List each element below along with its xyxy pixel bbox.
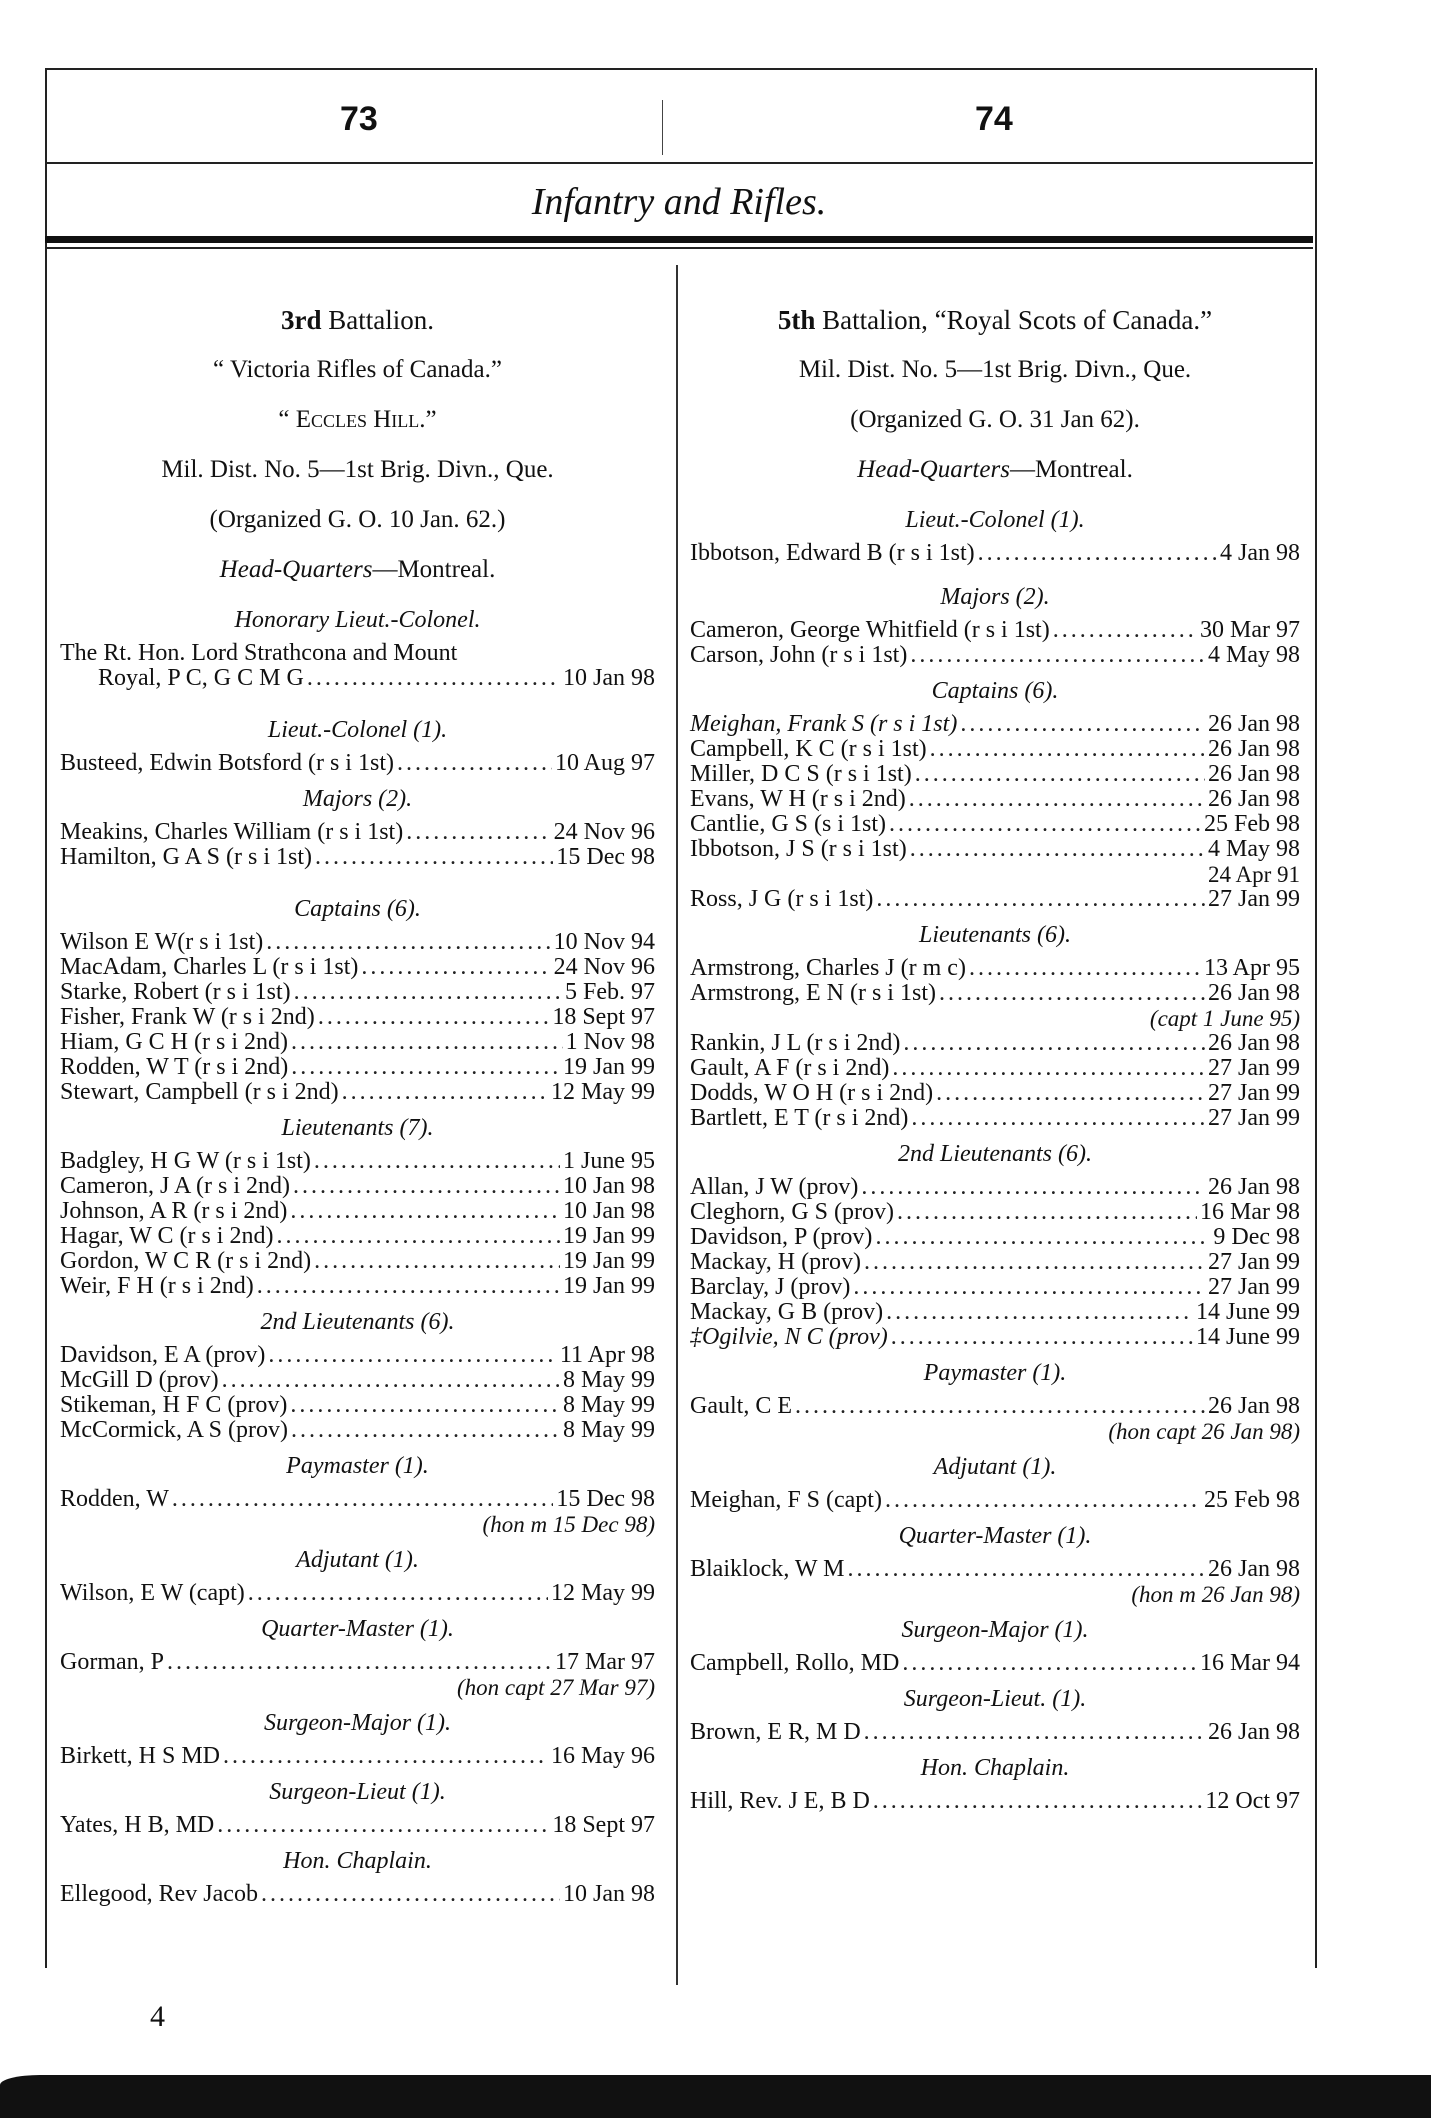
list-item: Brown, E R, M D ..... 26 Jan 98 — [690, 1720, 1300, 1745]
lieutenants-note-right: (capt 1 June 95) — [1149, 1006, 1300, 1031]
list-item: Wilson E W(r s i 1st) ..... 10 Nov 94 — [60, 930, 655, 955]
list-item: Ellegood, Rev Jacob ..... 10 Jan 98 — [60, 1882, 655, 1907]
section-title: Infantry and Rifles. — [531, 181, 827, 223]
list-item: Stikeman, H F C (prov) ..... 8 May 99 — [60, 1393, 655, 1418]
list-item: Gault, C E ..... 26 Jan 98 — [690, 1394, 1300, 1419]
list-item: Wilson, E W (capt) ..... 12 May 99 — [60, 1581, 655, 1606]
list-item: Birkett, H S MD ..... 16 May 96 — [60, 1744, 655, 1769]
list-item: Miller, D C S (r s i 1st) ..... 26 Jan 98 — [690, 762, 1300, 787]
list-item: Starke, Robert (r s i 1st) ..... 5 Feb. 97 — [60, 980, 655, 1005]
list-item: Ross, J G (r s i 1st) ..... 27 Jan 99 — [690, 887, 1300, 912]
list-item: Meakins, Charles William (r s i 1st) ..... 24 Nov 96 — [60, 820, 655, 845]
list-item: Dodds, W O H (r s i 2nd) ..... 27 Jan 99 — [690, 1081, 1300, 1106]
column-divider — [676, 265, 678, 1985]
list-item: Cantlie, G S (s i 1st) ..... 25 Feb 98 — [690, 812, 1300, 837]
list-item: Ibbotson, J S (r s i 1st) ..... 4 May 98 — [690, 837, 1300, 862]
list-item: Gault, A F (r s i 2nd) ..... 27 Jan 99 — [690, 1056, 1300, 1081]
category-lieutenants-left: Lieutenants (7). — [281, 1115, 434, 1141]
list-item: Campbell, K C (r s i 1st) ..... 26 Jan 98 — [690, 737, 1300, 762]
list-item: Badgley, H G W (r s i 1st) ..... 1 June 95 — [60, 1149, 655, 1174]
footer-page-number: 4 — [150, 2000, 165, 2033]
list-item: Ibbotson, Edward B (r s i 1st) ..... 4 Jan 98 — [690, 541, 1300, 566]
category-surg-lieut-left: Surgeon-Lieut (1). — [269, 1779, 446, 1805]
qm-note-left: (hon capt 27 Mar 97) — [456, 1675, 655, 1700]
category-surg-major-left: Surgeon-Major (1). — [263, 1710, 452, 1736]
category-majors-right: Majors (2). — [940, 584, 1050, 610]
list-item: Armstrong, Charles J (r m c) ..... 13 Apr 95 — [690, 956, 1300, 981]
list-item: Royal, P C, G C M G ..... 10 Jan 98 — [60, 666, 655, 691]
list-item: The Rt. Hon. Lord Strathcona and Mount — [60, 640, 458, 666]
captains-note-right: 24 Apr 91 — [1208, 862, 1300, 887]
category-2nd-lts-right: 2nd Lieutenants (6). — [898, 1141, 1092, 1167]
list-item: Armstrong, E N (r s i 1st) ..... 26 Jan 98 — [690, 981, 1300, 1006]
list-item: McCormick, A S (prov) ..... 8 May 99 — [60, 1418, 655, 1443]
list-item: Stewart, Campbell (r s i 2nd) ..... 12 May 99 — [60, 1080, 655, 1105]
list-item: Davidson, E A (prov) ..... 11 Apr 98 — [60, 1343, 655, 1368]
headquarters-left: Head-Quarters—Montreal. — [219, 556, 496, 583]
list-item: Cameron, J A (r s i 2nd) ..... 10 Jan 98 — [60, 1174, 655, 1199]
list-item: Hiam, G C H (r s i 2nd) ..... 1 Nov 98 — [60, 1030, 655, 1055]
list-item: Meighan, Frank S (r s i 1st) ..... 26 Jan 98 — [690, 712, 1300, 737]
category-captains-right: Captains (6). — [931, 678, 1059, 704]
list-item: Weir, F H (r s i 2nd) ..... 19 Jan 99 — [60, 1274, 655, 1299]
category-surg-major-right: Surgeon-Major (1). — [901, 1617, 1089, 1643]
category-qm-left: Quarter-Master (1). — [261, 1616, 454, 1642]
list-item: Barclay, J (prov) ..... 27 Jan 99 — [690, 1275, 1300, 1300]
list-item: Bartlett, E T (r s i 2nd) ..... 27 Jan 99 — [690, 1106, 1300, 1131]
district-left: Mil. Dist. No. 5—1st Brig. Divn., Que. — [161, 456, 554, 483]
list-item: Carson, John (r s i 1st) ..... 4 May 98 — [690, 643, 1300, 668]
page-number-left: 73 — [340, 100, 378, 138]
page-number-divider — [662, 100, 663, 155]
category-surg-lieut-right: Surgeon-Lieut. (1). — [903, 1686, 1087, 1712]
list-item: Busteed, Edwin Botsford (r s i 1st) ..... 10 Aug 97 — [60, 751, 655, 776]
list-item: Mackay, H (prov) ..... 27 Jan 99 — [690, 1250, 1300, 1275]
list-item: Allan, J W (prov) ..... 26 Jan 98 — [690, 1175, 1300, 1200]
battalion-name-left: “ Victoria Rifles of Canada.” — [213, 356, 502, 383]
list-item: Cleghorn, G S (prov) ..... 16 Mar 98 — [690, 1200, 1300, 1225]
right-column — [690, 305, 1300, 1814]
list-item: Rodden, W T (r s i 2nd) ..... 19 Jan 99 — [60, 1055, 655, 1080]
list-item: Blaiklock, W M ..... 26 Jan 98 — [690, 1557, 1300, 1582]
category-lt-col-right: Lieut.-Colonel (1). — [905, 507, 1085, 533]
list-item: Gordon, W C R (r s i 2nd) ..... 19 Jan 99 — [60, 1249, 655, 1274]
category-hon-lt-col-left: Honorary Lieut.-Colonel. — [234, 607, 481, 633]
headquarters-right: Head-Quarters—Montreal. — [857, 456, 1133, 483]
category-majors-left: Majors (2). — [302, 786, 413, 812]
list-item: MacAdam, Charles L (r s i 1st) ..... 24 Nov 96 — [60, 955, 655, 980]
category-paymaster-right: Paymaster (1). — [923, 1360, 1067, 1386]
organized-left: (Organized G. O. 10 Jan. 62.) — [209, 506, 506, 533]
category-lieutenants-right: Lieutenants (6). — [919, 922, 1071, 948]
category-2nd-lts-left: 2nd Lieutenants (6). — [260, 1309, 455, 1335]
district-right: Mil. Dist. No. 5—1st Brig. Divn., Que. — [798, 356, 1192, 383]
category-qm-right: Quarter-Master (1). — [898, 1523, 1092, 1549]
category-adjutant-right: Adjutant (1). — [933, 1454, 1057, 1480]
thick-rule — [45, 236, 1313, 243]
paymaster-note-left: (hon m 15 Dec 98) — [482, 1512, 655, 1537]
page-number-bar — [45, 100, 1313, 162]
list-item: Hagar, W C (r s i 2nd) ..... 19 Jan 99 — [60, 1224, 655, 1249]
list-item: Yates, H B, MD ..... 18 Sept 97 — [60, 1813, 655, 1838]
list-item: Meighan, F S (capt) ..... 25 Feb 98 — [690, 1488, 1300, 1513]
paymaster-note-right: (hon capt 26 Jan 98) — [1108, 1419, 1300, 1444]
list-item: Mackay, G B (prov) ..... 14 June 99 — [690, 1300, 1300, 1325]
list-item: Hamilton, G A S (r s i 1st) ..... 15 Dec 98 — [60, 845, 655, 870]
list-item: Gorman, P ..... 17 Mar 97 — [60, 1650, 655, 1675]
list-item: Johnson, A R (r s i 2nd) ..... 10 Jan 98 — [60, 1199, 655, 1224]
organized-right: (Organized G. O. 31 Jan 62). — [850, 406, 1140, 433]
list-item: Evans, W H (r s i 2nd) ..... 26 Jan 98 — [690, 787, 1300, 812]
battalion-heading-right: 5th Battalion, “Royal Scots of Canada.” — [777, 305, 1213, 335]
header-rule — [45, 162, 1313, 164]
category-lt-col-left: Lieut.-Colonel (1). — [267, 717, 448, 743]
category-captains-left: Captains (6). — [294, 896, 421, 922]
page-number-right: 74 — [975, 100, 1013, 138]
list-item: McGill D (prov) ..... 8 May 99 — [60, 1368, 655, 1393]
list-item: Campbell, Rollo, MD ..... 16 Mar 94 — [690, 1651, 1300, 1676]
list-item: ‡Ogilvie, N C (prov) ..... 14 June 99 — [690, 1325, 1300, 1350]
left-column — [60, 305, 655, 1907]
list-item: Fisher, Frank W (r s i 2nd) ..... 18 Sept 97 — [60, 1005, 655, 1030]
battalion-motto-left: “ Eccles Hill.” — [278, 406, 437, 433]
category-chaplain-left: Hon. Chaplain. — [283, 1848, 432, 1874]
qm-note-right: (hon m 26 Jan 98) — [1131, 1582, 1300, 1607]
scan-shadow — [0, 2075, 1431, 2118]
category-paymaster-left: Paymaster (1). — [286, 1453, 429, 1479]
category-adjutant-left: Adjutant (1). — [296, 1547, 419, 1573]
list-item: Rodden, W ..... 15 Dec 98 — [60, 1487, 655, 1512]
list-item: Hill, Rev. J E, B D ..... 12 Oct 97 — [690, 1789, 1300, 1814]
list-item: Davidson, P (prov) ..... 9 Dec 98 — [690, 1225, 1300, 1250]
category-chaplain-right: Hon. Chaplain. — [920, 1755, 1070, 1781]
list-item: Rankin, J L (r s i 2nd) ..... 26 Jan 98 — [690, 1031, 1300, 1056]
list-item: Cameron, George Whitfield (r s i 1st) ..... 30 Mar 97 — [690, 618, 1300, 643]
thin-rule — [45, 247, 1313, 249]
battalion-heading-left: 3rd Battalion. — [281, 305, 434, 335]
